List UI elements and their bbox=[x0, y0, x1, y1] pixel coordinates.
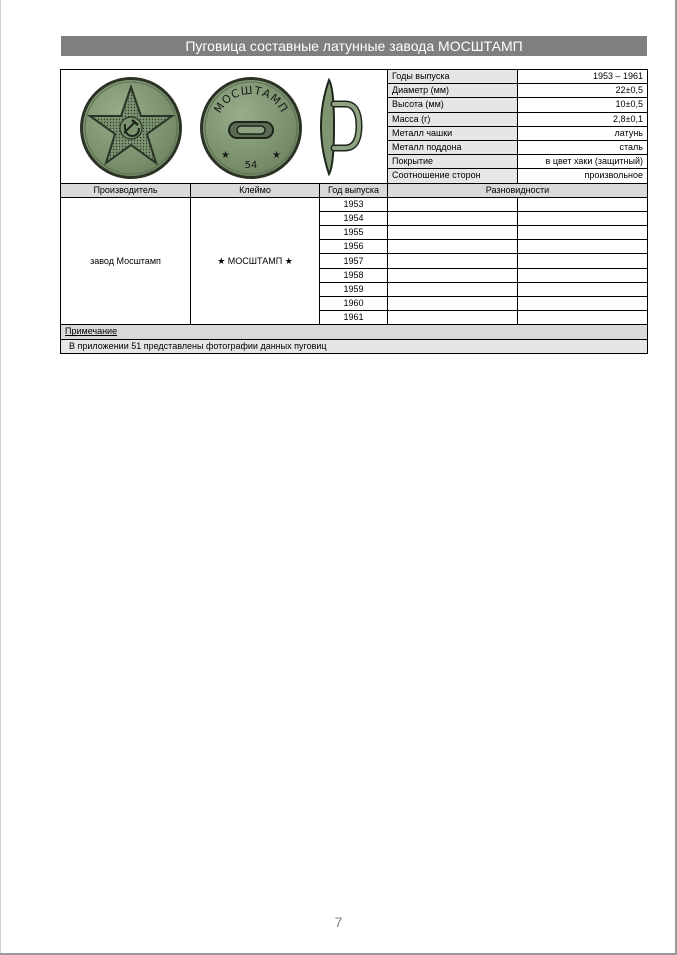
variant-cell bbox=[388, 197, 518, 211]
spec-label: Годы выпуска bbox=[388, 70, 518, 84]
note-text: В приложении 51 представлены фотографии данных пуговиц bbox=[61, 339, 648, 353]
spec-label: Металл чашки bbox=[388, 126, 518, 140]
variant-cell bbox=[388, 268, 518, 282]
spec-value: 2,8±0,1 bbox=[518, 112, 648, 126]
year-cell: 1957 bbox=[320, 254, 388, 268]
year-cell: 1959 bbox=[320, 282, 388, 296]
spec-value: сталь bbox=[518, 140, 648, 154]
page-number: 7 bbox=[334, 914, 343, 930]
page-title: Пуговица составные латунные завода МОСШТАМП bbox=[61, 36, 647, 56]
spec-label: Покрытие bbox=[388, 155, 518, 169]
variant-cell bbox=[388, 297, 518, 311]
spec-value: в цвет хаки (защитный) bbox=[518, 155, 648, 169]
year-cell: 1961 bbox=[320, 311, 388, 325]
year-cell: 1958 bbox=[320, 268, 388, 282]
spec-value: 1953 – 1961 bbox=[518, 70, 648, 84]
header-year: Год выпуска bbox=[320, 183, 388, 197]
spec-label: Соотношение сторон bbox=[388, 169, 518, 183]
variant-cell bbox=[388, 254, 518, 268]
variant-cell bbox=[388, 226, 518, 240]
star-hammer-sickle-button-icon bbox=[80, 77, 182, 179]
variant-cell bbox=[388, 211, 518, 225]
variant-cell bbox=[518, 311, 648, 325]
mark-cell: ★ МОСШТАМП ★ bbox=[191, 197, 320, 325]
variant-cell bbox=[518, 268, 648, 282]
header-manufacturer: Производитель bbox=[61, 183, 191, 197]
year-cell: 1956 bbox=[320, 240, 388, 254]
svg-text:★: ★ bbox=[272, 150, 281, 162]
variant-cell bbox=[518, 282, 648, 296]
button-images-cell bbox=[61, 70, 388, 184]
variant-cell bbox=[388, 311, 518, 325]
mosshtamp-arc-text: МОСШТАМП bbox=[211, 83, 291, 116]
page-edge-left bbox=[0, 0, 1, 955]
variant-cell bbox=[518, 240, 648, 254]
variant-cell bbox=[388, 282, 518, 296]
note-label: Примечание bbox=[61, 325, 648, 339]
manufacturer-cell: завод Мосштамп bbox=[61, 197, 191, 325]
spec-value: латунь bbox=[518, 126, 648, 140]
mosshtamp-button-back-icon bbox=[200, 77, 302, 179]
button-side-profile-icon bbox=[321, 80, 359, 174]
spec-value: 22±0,5 bbox=[518, 84, 648, 98]
variant-cell bbox=[518, 197, 648, 211]
variant-cell bbox=[388, 240, 518, 254]
button-images bbox=[61, 70, 387, 182]
variant-cell bbox=[518, 211, 648, 225]
year-cell: 1955 bbox=[320, 226, 388, 240]
year-cell: 1954 bbox=[320, 211, 388, 225]
button-number: 54 bbox=[244, 160, 258, 172]
spec-label: Высота (мм) bbox=[388, 98, 518, 112]
spec-value: произвольное bbox=[518, 169, 648, 183]
spec-label: Металл поддона bbox=[388, 140, 518, 154]
year-cell: 1960 bbox=[320, 297, 388, 311]
year-cell: 1953 bbox=[320, 197, 388, 211]
spec-label: Диаметр (мм) bbox=[388, 84, 518, 98]
spec-label: Масса (г) bbox=[388, 112, 518, 126]
header-variants: Разновидности bbox=[388, 183, 648, 197]
spec-value: 10±0,5 bbox=[518, 98, 648, 112]
variant-cell bbox=[518, 254, 648, 268]
variant-cell bbox=[518, 297, 648, 311]
button-spec-table bbox=[60, 69, 648, 354]
header-mark: Клеймо bbox=[191, 183, 320, 197]
variant-cell bbox=[518, 226, 648, 240]
svg-text:★: ★ bbox=[221, 150, 230, 162]
